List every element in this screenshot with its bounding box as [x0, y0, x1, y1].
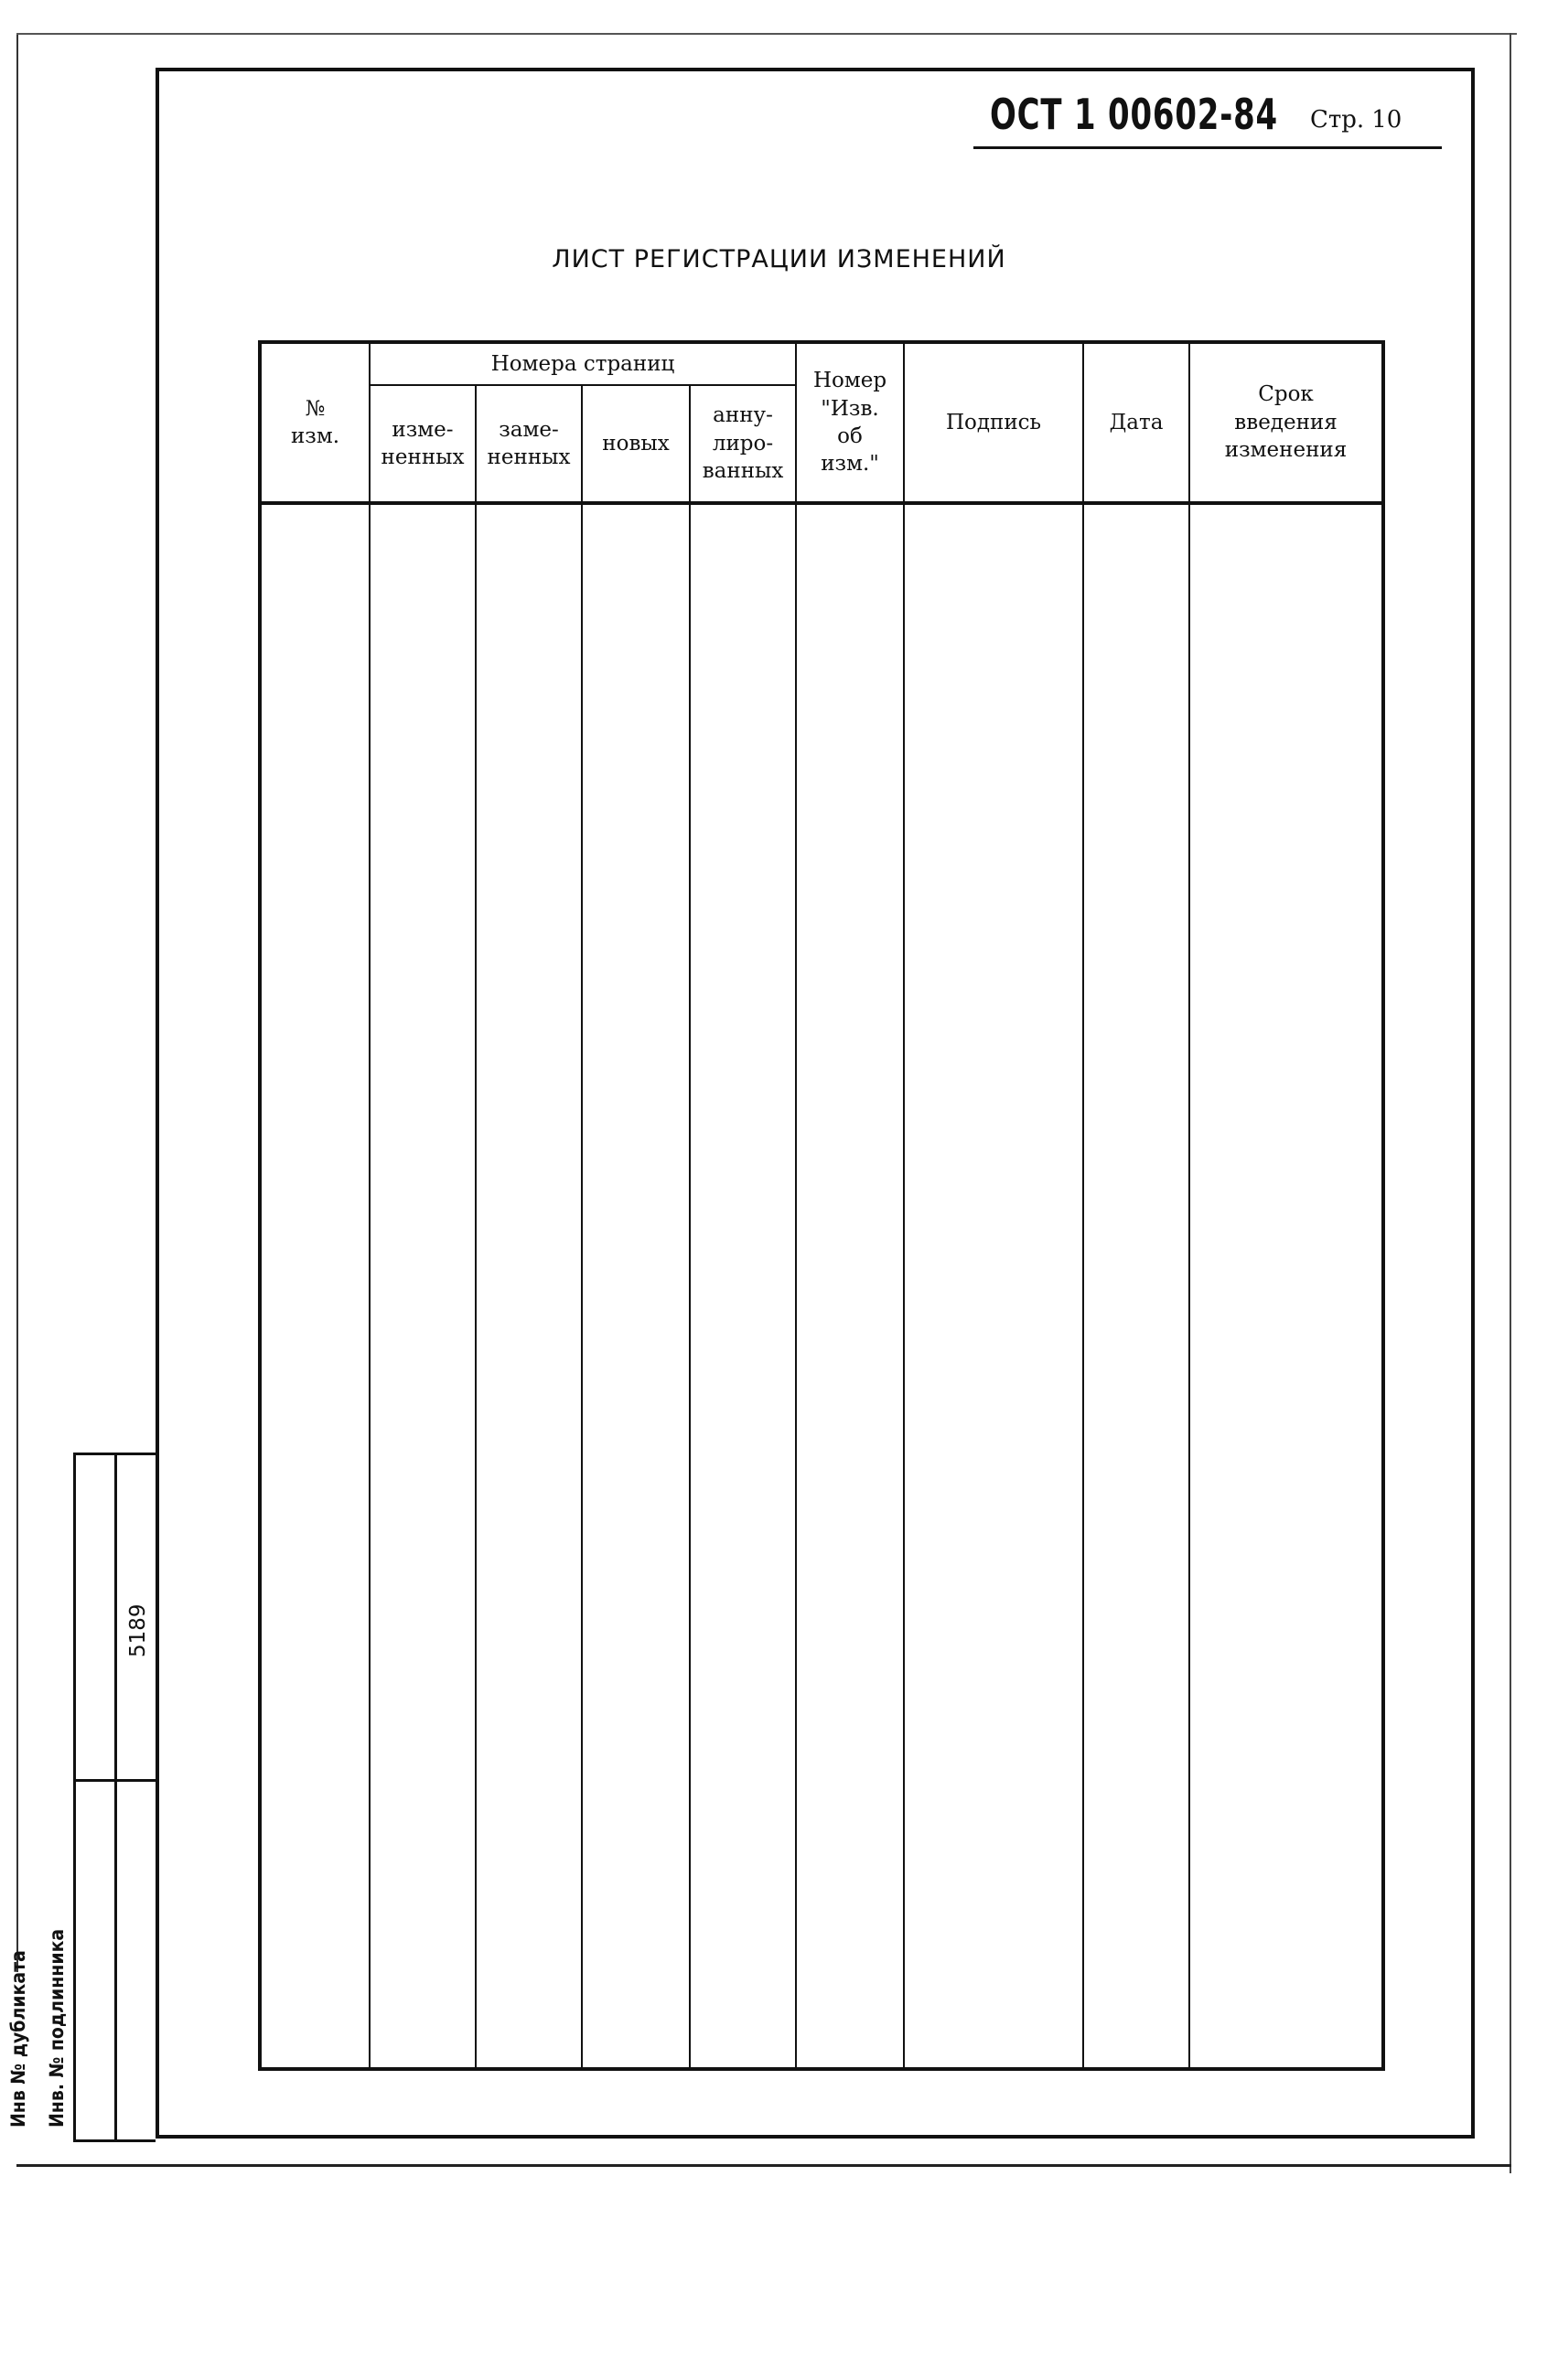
- cell-signature: [904, 503, 1083, 2069]
- original-inventory-label: Инв. № подлинника: [46, 1928, 68, 2128]
- document-designation: [973, 88, 1442, 149]
- cell-changed-pages: [370, 503, 476, 2069]
- header-replaced-pages: заме- ненных: [476, 385, 582, 503]
- header-deadline: Срок введения изменения: [1189, 342, 1383, 503]
- header-annulled-pages: анну- лиро- ванных: [690, 385, 796, 503]
- header-new-pages: новых: [582, 385, 690, 503]
- header-change-number: № изм.: [260, 342, 370, 503]
- page-indicator: [1310, 106, 1402, 134]
- cell-notice-number: [796, 503, 904, 2069]
- header-date: Дата: [1083, 342, 1189, 503]
- scan-border-right: [1510, 33, 1511, 2173]
- duplicate-inventory-label: Инв № дубликата: [7, 1950, 29, 2128]
- cell-deadline: [1189, 503, 1383, 2069]
- cell-replaced-pages: [476, 503, 582, 2069]
- header-notice-number: Номер "Изв. об изм.": [796, 342, 904, 503]
- stamp-column-divider: [114, 1455, 117, 2139]
- header-changed-pages: изме- ненных: [370, 385, 476, 503]
- original-inventory-number: 5189: [126, 1603, 150, 1657]
- stamp-row-divider: [76, 1779, 156, 1782]
- designation-code: ОСТ 1 00602-84: [990, 90, 1278, 139]
- header-signature: Подпись: [904, 342, 1083, 503]
- scan-border-left: [16, 33, 18, 1972]
- cell-new-pages: [582, 503, 690, 2069]
- cell-change-number: [260, 503, 370, 2069]
- cell-annulled-pages: [690, 503, 796, 2069]
- page-number: 10: [1371, 106, 1402, 134]
- page-label: Стр.: [1310, 106, 1365, 134]
- header-page-numbers: Номера страниц: [370, 342, 796, 385]
- side-stamp: [73, 1453, 156, 2142]
- table-row: [260, 503, 1383, 2069]
- cell-date: [1083, 503, 1189, 2069]
- scan-border-bottom: [16, 2164, 1511, 2167]
- change-registration-table: [258, 340, 1385, 2071]
- scan-border-top: [16, 33, 1517, 35]
- page-title: ЛИСТ РЕГИСТРАЦИИ ИЗМЕНЕНИЙ: [552, 245, 1006, 273]
